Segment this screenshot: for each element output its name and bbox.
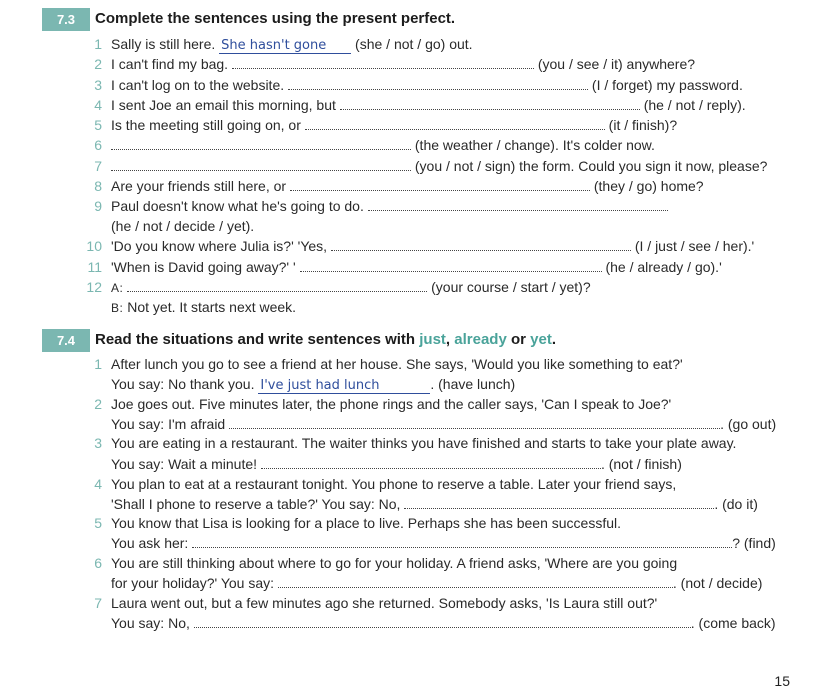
exercise-badge-7-3: 7.3 <box>42 8 90 31</box>
item-hint: . (come back) <box>690 615 776 631</box>
speaker-label: B: <box>111 301 124 315</box>
item-number: 12 <box>86 279 102 295</box>
exercise-item <box>111 177 704 195</box>
item-hint: (the weather / change). It's colder now. <box>414 137 655 153</box>
situation-text: You know that Lisa is looking for a place to live. Perhaps she has been successful. <box>111 515 622 531</box>
exercise-badge-7-4: 7.4 <box>42 329 90 352</box>
answer-blank[interactable] <box>404 495 714 509</box>
item-continuation <box>111 298 296 317</box>
answer-blank[interactable] <box>194 614 691 628</box>
item-number: 1 <box>94 36 102 52</box>
keyword-yet: yet <box>530 331 552 348</box>
item-text: You say: Wait a minute! <box>111 456 258 472</box>
item-text: Not yet. It starts next week. <box>127 299 297 315</box>
exercise-item <box>111 55 695 73</box>
title-text: , <box>445 331 455 348</box>
response-line <box>111 375 515 394</box>
item-hint: ? (find) <box>732 535 776 551</box>
keyword-just: just <box>419 331 446 348</box>
title-text: or <box>506 331 531 348</box>
response-line <box>111 614 776 632</box>
item-hint: . (have lunch) <box>430 376 516 392</box>
item-text: Sally is still here. <box>111 36 216 52</box>
title-text: . <box>551 331 557 348</box>
item-text: You say: No thank you. <box>111 376 255 392</box>
answer-blank[interactable] <box>340 96 640 110</box>
exercise-item <box>111 35 473 54</box>
answer-blank[interactable] <box>278 574 673 588</box>
item-number: 4 <box>94 97 102 113</box>
exercise-item <box>111 278 591 297</box>
response-line <box>111 455 682 473</box>
speaker-label: A: <box>111 281 124 295</box>
item-text: You say: No, <box>111 615 190 631</box>
item-hint: (your course / start / yet)? <box>431 279 591 295</box>
item-number: 6 <box>94 137 102 153</box>
answer-blank[interactable] <box>111 157 411 171</box>
item-hint: . (go out) <box>720 416 777 432</box>
item-hint: . (not / decide) <box>672 575 763 591</box>
item-number: 8 <box>94 178 102 194</box>
exercise-item <box>111 96 746 114</box>
item-hint: . (not / finish) <box>600 456 682 472</box>
item-number: 6 <box>94 555 102 571</box>
situation-text: You are still thinking about where to go for your holiday. A friend asks, 'Where are you going <box>111 555 678 571</box>
answer-blank[interactable] <box>232 55 534 69</box>
item-number: 9 <box>94 198 102 214</box>
situation-text: You plan to eat at a restaurant tonight. You phone to reserve a table. Later your friend says, <box>111 476 677 492</box>
response-line <box>111 534 776 552</box>
item-hint: (she / not / go) out. <box>355 36 473 52</box>
item-hint: (you / not / sign) the form. Could you sign it now, please? <box>414 158 768 174</box>
keyword-already: already <box>454 331 507 348</box>
item-text: I can't find my bag. <box>111 56 229 72</box>
exercise-item <box>111 258 722 276</box>
item-hint: . (do it) <box>714 496 758 512</box>
page-number: 15 <box>774 673 790 689</box>
item-hint: (it / finish)? <box>608 117 678 133</box>
item-continuation: (he / not / decide / yet). <box>111 218 255 234</box>
item-text: 'When is David going away?' ' <box>111 259 296 275</box>
item-number: 2 <box>94 396 102 412</box>
answer-blank[interactable] <box>300 258 602 272</box>
item-hint: (he / not / reply). <box>643 97 746 113</box>
situation-text: Joe goes out. Five minutes later, the phone rings and the caller says, 'Can I speak to Joe?' <box>111 396 672 412</box>
item-number: 7 <box>94 158 102 174</box>
answer-blank[interactable] <box>111 136 411 150</box>
item-hint: (I / just / see / her).' <box>634 238 755 254</box>
item-hint: (I / forget) my password. <box>591 77 743 93</box>
answer-blank[interactable] <box>261 455 601 469</box>
title-text: Read the situations and write sentences with <box>95 331 420 348</box>
answer-blank[interactable] <box>331 237 631 251</box>
exercise-title-7-3: Complete the sentences using the present perfect. <box>95 10 456 27</box>
item-number: 5 <box>94 117 102 133</box>
exercise-title-7-4 <box>95 331 556 348</box>
item-text: Is the meeting still going on, or <box>111 117 301 133</box>
response-line <box>111 415 776 433</box>
response-line <box>111 495 758 513</box>
exercise-item <box>111 237 754 255</box>
answer-blank[interactable] <box>127 278 427 292</box>
item-text: Paul doesn't know what he's going to do. <box>111 198 364 214</box>
item-number: 3 <box>94 435 102 451</box>
item-text: You say: I'm afraid <box>111 416 226 432</box>
item-hint: (you / see / it) anywhere? <box>537 56 696 72</box>
item-number: 4 <box>94 476 102 492</box>
item-text: Are your friends still here, or <box>111 178 287 194</box>
exercise-item <box>111 157 767 175</box>
response-line <box>111 574 762 592</box>
item-number: 3 <box>94 77 102 93</box>
item-text: I sent Joe an email this morning, but <box>111 97 336 113</box>
situation-text: You are eating in a restaurant. The waiter thinks you have finished and starts to take your plate away. <box>111 435 737 451</box>
answer-blank[interactable] <box>229 415 720 429</box>
situation-text: After lunch you go to see a friend at her house. She says, 'Would you like something to eat?' <box>111 356 683 372</box>
exercise-item <box>111 116 677 134</box>
answer-blank[interactable] <box>368 197 668 211</box>
item-number: 1 <box>94 356 102 372</box>
exercise-item <box>111 197 668 215</box>
exercise-item <box>111 136 655 154</box>
item-text: You ask her: <box>111 535 189 551</box>
item-text: 'Shall I phone to reserve a table?' You say: No, <box>111 496 401 512</box>
item-number: 10 <box>86 238 102 254</box>
answer-blank[interactable] <box>290 177 590 191</box>
item-number: 11 <box>87 259 102 275</box>
exercise-item <box>111 76 743 94</box>
answer-blank[interactable] <box>192 534 732 548</box>
item-hint: (he / already / go).' <box>605 259 722 275</box>
item-text: I can't log on to the website. <box>111 77 285 93</box>
item-text: 'Do you know where Julia is?' 'Yes, <box>111 238 328 254</box>
situation-text: Laura went out, but a few minutes ago she returned. Somebody asks, 'Is Laura still out?' <box>111 595 658 611</box>
item-number: 5 <box>94 515 102 531</box>
answer-blank[interactable] <box>305 116 605 130</box>
item-text: for your holiday?' You say: <box>111 575 275 591</box>
item-number: 2 <box>94 56 102 72</box>
handwritten-answer[interactable]: She hasn't gone <box>219 39 351 54</box>
handwritten-answer[interactable]: I've just had lunch <box>258 379 430 394</box>
item-hint: (they / go) home? <box>593 178 704 194</box>
answer-blank[interactable] <box>288 76 588 90</box>
item-number: 7 <box>94 595 102 611</box>
